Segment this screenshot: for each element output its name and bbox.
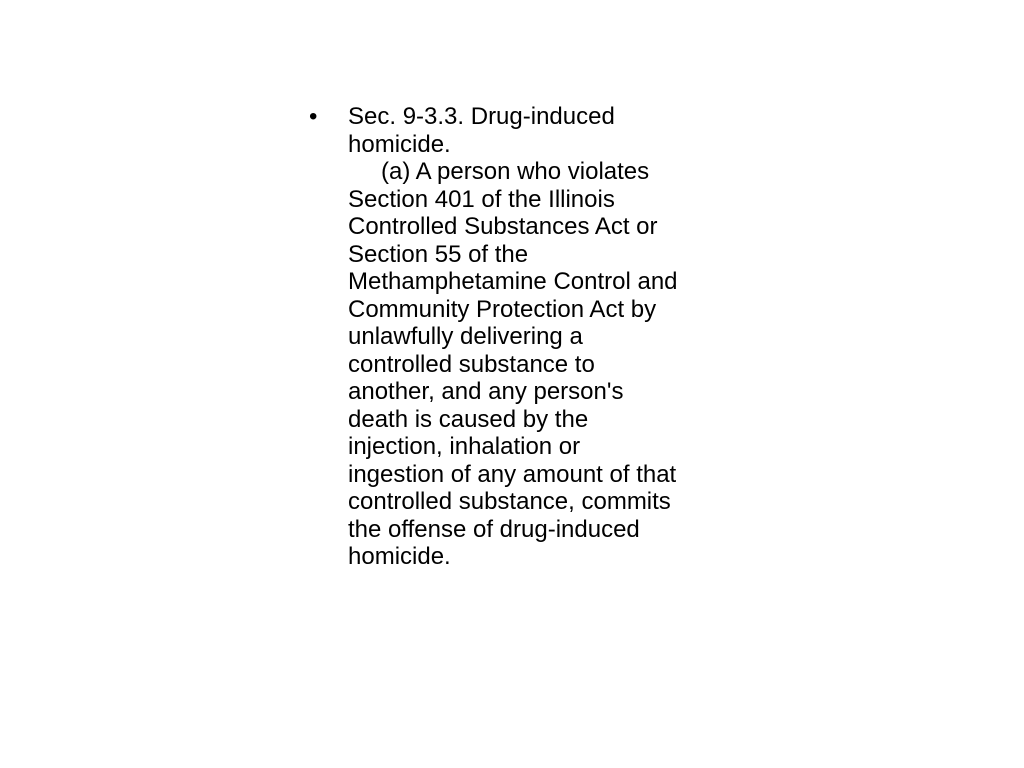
paragraph-line: death is caused by the xyxy=(348,405,589,433)
paragraph-line: homicide. xyxy=(348,543,451,570)
paragraph-line: controlled substance, commits xyxy=(348,488,671,515)
paragraph-line: injection, inhalation or xyxy=(348,433,581,460)
paragraph-line: ingestion of any amount of that xyxy=(348,460,677,488)
section-heading-line: Sec. 9-3.3. Drug-induced xyxy=(348,103,615,130)
paragraph-line: controlled substance to xyxy=(348,350,595,378)
bullet-text xyxy=(348,103,748,571)
paragraph-line: Controlled Substances Act or xyxy=(348,213,658,240)
paragraph-line: Section 401 of the Illinois xyxy=(348,185,615,213)
section-heading-line: homicide. xyxy=(348,130,451,158)
paragraph-line: Section 55 of the xyxy=(348,240,529,268)
paragraph-line: unlawfully delivering a xyxy=(348,323,583,350)
paragraph-line: the offense of drug-induced xyxy=(348,515,640,543)
bullet-marker: • xyxy=(309,103,318,130)
paragraph-line: another, and any person's xyxy=(348,378,624,405)
paragraph-line: (a) A person who violates xyxy=(381,158,650,185)
paragraph-line: Methamphetamine Control and xyxy=(348,268,678,295)
paragraph-line: Community Protection Act by xyxy=(348,295,657,323)
